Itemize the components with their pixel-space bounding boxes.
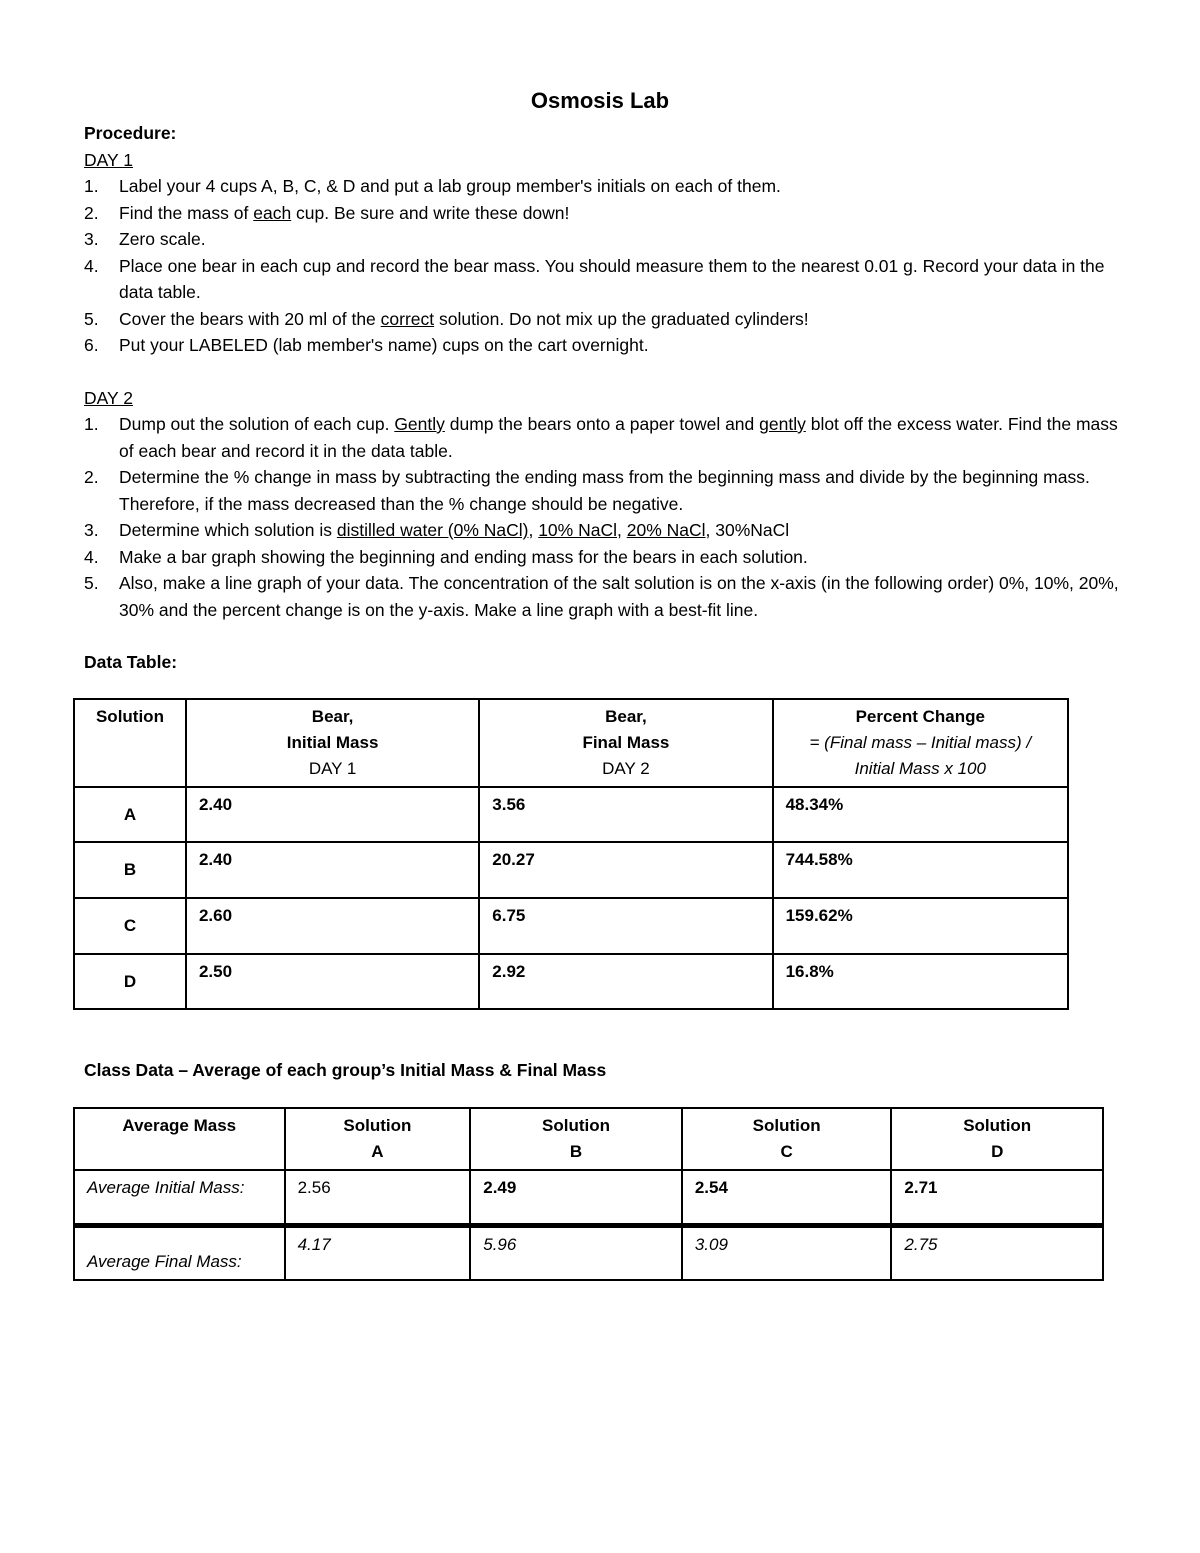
cell-initial-c: 2.54 <box>682 1170 892 1225</box>
table-row <box>74 1170 1103 1225</box>
header-line: Solution <box>542 1116 611 1135</box>
header-line: Initial Mass x 100 <box>854 759 986 778</box>
table-row <box>74 1225 1103 1280</box>
step-text: Find the mass of <box>119 202 254 223</box>
step-text: cup. Be sure and write these down! <box>291 202 570 223</box>
step-text: Put your LABELED (lab member's name) cups on the cart overnight. <box>119 335 649 355</box>
day2-step <box>84 411 1124 464</box>
step-text: , 30%NaCl <box>705 520 790 540</box>
table-row <box>74 787 1068 842</box>
day2-steps <box>84 411 1124 623</box>
header-final-mass <box>479 699 772 787</box>
step-number: 5. <box>84 308 99 329</box>
header-line: A <box>371 1142 384 1161</box>
step-text-underlined: 20% NaCl <box>626 520 706 540</box>
step-number: 2. <box>84 467 99 487</box>
step-text-underlined: correct <box>380 308 435 329</box>
header-line: Bear, <box>311 707 354 726</box>
page-title: Osmosis Lab <box>530 88 670 113</box>
step-number: 5. <box>84 573 99 593</box>
row-label-final: Average Final Mass: <box>74 1225 285 1280</box>
header-line: = (Final mass – Initial mass) / <box>809 733 1032 752</box>
header-line: D <box>991 1142 1004 1161</box>
step-text-underlined: distilled water (0% NaCl) <box>336 520 529 540</box>
cell-final-b: 5.96 <box>470 1225 682 1280</box>
step-text: Determine which solution is <box>119 520 337 540</box>
step-text: Cover the bears with 20 ml of the <box>119 308 381 329</box>
step-text: Place one bear in each cup and record the bear mass. You should measure them to the nearest 0.01 g. Record your data in the data table. <box>119 255 1105 302</box>
header-line: Solution <box>963 1116 1032 1135</box>
cell-final-mass: 6.75 <box>479 898 772 954</box>
step-text-underlined: Gently <box>394 414 445 434</box>
cell-final-mass: 20.27 <box>479 842 772 898</box>
step-number: 3. <box>84 229 99 249</box>
day1-heading: DAY 1 <box>84 149 133 170</box>
cell-final-d: 2.75 <box>891 1225 1103 1280</box>
header-line: C <box>780 1142 793 1161</box>
step-text: Label your 4 cups A, B, C, & D and put a lab group member's initials on each of them. <box>119 176 781 196</box>
header-initial-mass <box>186 699 479 787</box>
cell-initial-mass: 2.40 <box>186 787 479 842</box>
step-text-underlined: gently <box>759 414 806 434</box>
header-solution-c <box>682 1108 892 1170</box>
cell-initial-mass: 2.50 <box>186 954 479 1009</box>
step-text: Make a bar graph showing the beginning and ending mass for the bears in each solution. <box>119 546 808 567</box>
day1-step <box>84 332 1124 359</box>
header-percent-change <box>773 699 1068 787</box>
step-text: , <box>617 520 627 540</box>
cell-initial-a: 2.56 <box>285 1170 471 1225</box>
class-table-header-row <box>74 1108 1103 1170</box>
day1-step <box>84 200 1124 227</box>
cell-percent-change: 744.58% <box>773 842 1068 898</box>
day1-step <box>84 306 1124 333</box>
header-line: Final Mass <box>582 733 670 752</box>
header-solution-b <box>470 1108 682 1170</box>
cell-percent-change: 48.34% <box>773 787 1068 842</box>
class-data-table <box>73 1107 1104 1281</box>
step-text: blot off the excess water. Find the mass of each bear and record it in the data table. <box>119 414 1118 461</box>
day2-step <box>84 517 1124 544</box>
step-number: 6. <box>84 335 99 355</box>
day1-step <box>84 226 1124 253</box>
cell-final-c: 3.09 <box>682 1225 892 1280</box>
cell-solution: B <box>74 842 186 898</box>
day2-step <box>84 544 1124 571</box>
data-table-heading: Data Table: <box>84 652 178 672</box>
row-label-initial: Average Initial Mass: <box>74 1170 285 1225</box>
cell-final-mass: 3.56 <box>479 787 772 842</box>
header-line: DAY 1 <box>308 759 357 778</box>
step-text-underlined: each <box>253 202 292 223</box>
step-number: 1. <box>84 176 99 196</box>
header-average-mass: Average Mass <box>74 1108 285 1170</box>
cell-initial-mass: 2.40 <box>186 842 479 898</box>
header-line: DAY 2 <box>602 759 650 778</box>
cell-solution: A <box>74 787 186 842</box>
cell-solution: D <box>74 954 186 1009</box>
procedure-heading: Procedure: <box>84 123 177 143</box>
step-text: Determine the % change in mass by subtracting the ending mass from the beginning mass and divide by the beginning mass. Therefore, if the mass decreased than the % change should be negative. <box>119 467 1090 514</box>
step-number: 4. <box>84 255 99 276</box>
step-text: Zero scale. <box>119 229 206 249</box>
step-text: dump the bears onto a paper towel and <box>444 414 760 434</box>
table-row <box>74 842 1068 898</box>
header-solution-a <box>285 1108 471 1170</box>
class-data-heading: Class Data – Average of each group’s Initial Mass & Final Mass <box>84 1060 607 1080</box>
step-number: 4. <box>84 546 99 567</box>
day2-heading: DAY 2 <box>84 387 133 408</box>
data-table-header-row <box>74 699 1068 787</box>
day2-step <box>84 464 1124 517</box>
cell-percent-change: 16.8% <box>773 954 1068 1009</box>
cell-initial-mass: 2.60 <box>186 898 479 954</box>
header-line: Bear, <box>605 707 647 726</box>
step-number: 1. <box>84 414 99 434</box>
procedure-section <box>84 120 1124 676</box>
header-line: B <box>569 1142 583 1161</box>
step-text: Also, make a line graph of your data. The concentration of the salt solution is on the x-axis (in the following order) 0%, 10%, 20%, 30% and the percent change is on the y-axis. Make a line graph with a best-fit line. <box>119 573 1119 620</box>
step-text: , <box>528 520 539 540</box>
cell-initial-b: 2.49 <box>470 1170 682 1225</box>
day1-step <box>84 173 1124 200</box>
table-row <box>74 954 1068 1009</box>
day1-step <box>84 253 1124 306</box>
cell-percent-change: 159.62% <box>773 898 1068 954</box>
header-line: Initial Mass <box>286 733 379 752</box>
cell-final-mass: 2.92 <box>479 954 772 1009</box>
step-text-underlined: 10% NaCl <box>538 520 617 540</box>
table-row <box>74 898 1068 954</box>
cell-final-a: 4.17 <box>285 1225 471 1280</box>
header-solution: Solution <box>74 699 186 787</box>
cell-initial-d: 2.71 <box>891 1170 1103 1225</box>
step-text: Dump out the solution of each cup. <box>119 414 395 434</box>
step-text: solution. Do not mix up the graduated cylinders! <box>434 308 809 329</box>
header-line: Solution <box>752 1116 821 1135</box>
day2-step <box>84 570 1124 623</box>
step-number: 3. <box>84 520 99 540</box>
header-line: Percent Change <box>855 707 985 726</box>
cell-solution: C <box>74 898 186 954</box>
day1-steps <box>84 173 1124 359</box>
data-table <box>73 698 1069 1010</box>
step-number: 2. <box>84 202 99 223</box>
header-line: Solution <box>343 1116 412 1135</box>
header-solution-d <box>891 1108 1103 1170</box>
